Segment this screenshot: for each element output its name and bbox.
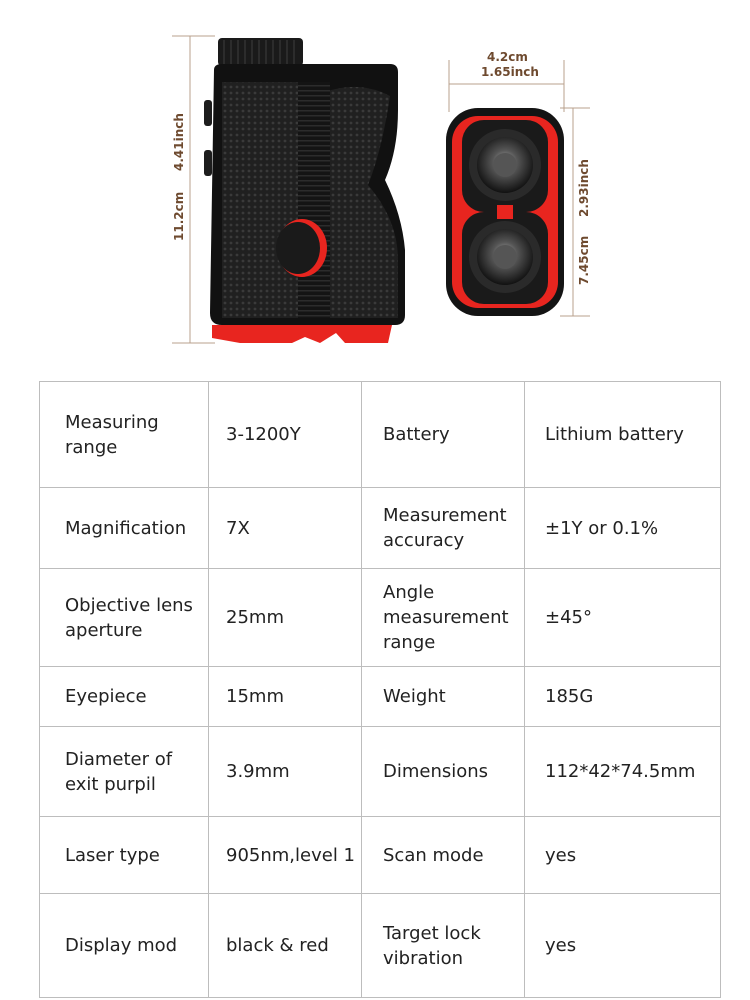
rangefinder-illustration (0, 0, 750, 375)
spec-label: Weight (362, 667, 525, 727)
spec-label: Battery (362, 382, 525, 488)
spec-value: yes (525, 894, 721, 998)
spec-label: Scan mode (362, 817, 525, 894)
depth-inch-label: 2.93inch (577, 159, 591, 217)
spec-value: 3-1200Y (209, 382, 362, 488)
spec-value: 25mm (209, 569, 362, 667)
table-row (40, 488, 721, 569)
spec-label: Angle measurement range (362, 569, 525, 667)
spec-value: 15mm (209, 667, 362, 727)
width-cm-label: 4.2cm (487, 50, 528, 64)
height-cm-label: 11.2cm (172, 191, 186, 241)
spec-label: Laser type (40, 817, 209, 894)
spec-label: Dimensions (362, 727, 525, 817)
specifications-table (39, 381, 721, 998)
spec-value: ±1Y or 0.1% (525, 488, 721, 569)
width-inch-label: 1.65inch (481, 65, 539, 79)
spec-label: Measurement accuracy (362, 488, 525, 569)
spec-label: Magnification (40, 488, 209, 569)
spec-value: Lithium battery (525, 382, 721, 488)
spec-label: Eyepiece (40, 667, 209, 727)
table-row (40, 382, 721, 488)
table-row (40, 727, 721, 817)
table-row (40, 817, 721, 894)
spec-label: Measuring range (40, 382, 209, 488)
spec-value: 185G (525, 667, 721, 727)
spec-value: 7X (209, 488, 362, 569)
spec-label: Objective lens aperture (40, 569, 209, 667)
rangefinder-front-view (446, 108, 564, 316)
spec-value: 905nm,level 1 (209, 817, 362, 894)
spec-value: 3.9mm (209, 727, 362, 817)
height-inch-label: 4.41inch (172, 113, 186, 171)
spec-label: Target lock vibration (362, 894, 525, 998)
table-row (40, 667, 721, 727)
spec-value: yes (525, 817, 721, 894)
rangefinder-side-view (204, 38, 405, 343)
spec-value: black & red (209, 894, 362, 998)
depth-cm-label: 7.45cm (577, 235, 591, 285)
spec-value: ±45° (525, 569, 721, 667)
table-row (40, 569, 721, 667)
side-dimension-lines (172, 36, 215, 343)
spec-label: Display mod (40, 894, 209, 998)
spec-value: 112*42*74.5mm (525, 727, 721, 817)
product-image-area (0, 0, 750, 375)
table-row (40, 894, 721, 998)
spec-label: Diameter of exit purpil (40, 727, 209, 817)
